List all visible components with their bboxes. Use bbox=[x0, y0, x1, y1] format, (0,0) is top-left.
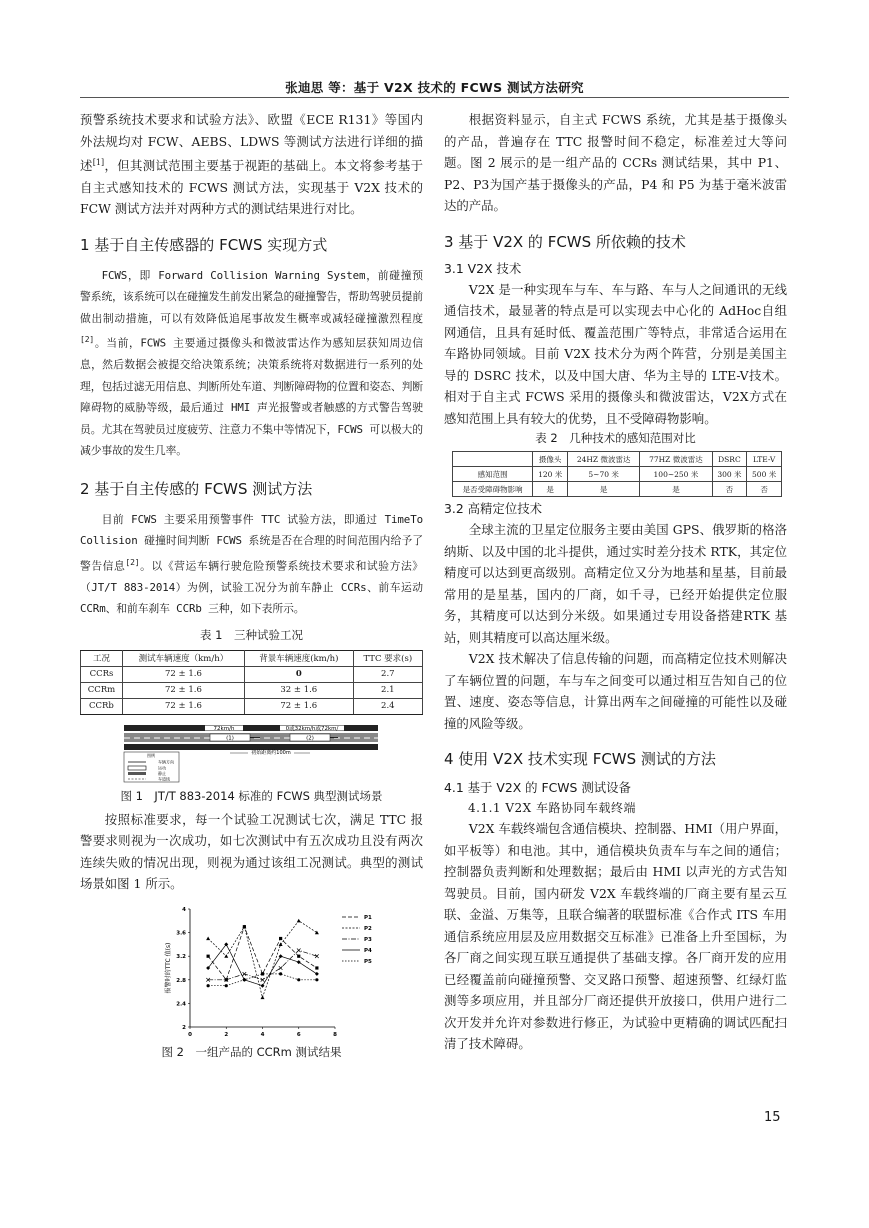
running-title: 张迪思 等：基于 V2X 技术的 FCWS 测试方法研究 bbox=[285, 80, 584, 95]
table-2-caption: 表 2 几种技术的感知范围对比 bbox=[535, 431, 696, 445]
section-4-1-1-paragraph: V2X 车载终端包含通信模块、控制器、HMI（用户界面，如平板等）和电池。其中，通信模块负责车与车之间的通信；控制器负责判断和处理数据；最后由 HMI 以声光的方式告知驾驶员。目前，国内研发 V2X 车载终端的厂商主要有星云互联、金溢、万集等，且联合编著的联盟标准《合作式 ITS 车用通信系统应用层及应用数据交互标准》已准备上升至国标，为各厂商之间实现互联互通提供了基础支撑。各厂商开发的应用已经覆盖前向碰撞预警、交叉路口预警、超速预警、红绿灯监测等多项应用，并且部分厂商还提供开放接口，供用户进行二次开发并允许对参数进行修正，为试验中更精确的调试匹配扫清了技术障碍。 bbox=[444, 821, 788, 1051]
section-2-paragraph-1: 目前 FCWS 主要采用预警事件 TTC 试验方法，即通过 TimeTo Collision 碰撞时间判断 FCWS 系统是否在合理的时间范围内给予了警告信息[2]。以《营运车辆行驶危险预警系统技术要求和试验方法》（JT/T 883-2014）为例，试验工况分为前车静止 CCRs、前车运动 CCRm、和前车刹车 CCRb 三种，如下表所示。 bbox=[80, 512, 424, 616]
data-point bbox=[261, 978, 265, 982]
header-rule bbox=[80, 97, 789, 98]
car-a-label: (1) bbox=[226, 735, 234, 742]
y-tick-label: 2.4 bbox=[176, 1001, 186, 1008]
data-point bbox=[297, 978, 300, 981]
data-point bbox=[224, 954, 228, 958]
data-point bbox=[297, 960, 301, 964]
legend-lane: 车道线 bbox=[158, 776, 170, 782]
data-point bbox=[297, 919, 301, 923]
section-1-paragraph: FCWS，即 Forward Collision Warning System，前碰撞预警系统，该系统可以在碰撞发生前发出紧急的碰撞警告，帮助驾驶员提前做出制动措施，可以有效降低追尾事故发生概率或减轻碰撞激烈程度[2]。当前，FCWS 主要通过摄像头和微波雷达作为感知层获知周边信息，然后数据会被提交给决策系统；决策系统将对数据进行一系列的处理，包括过滤无用信息、判断所处车道、判断障碍物的位置和姿态、判断障碍物的威胁等级，最后通过 HMI 声光报警或者触感的方式警告驾驶员。尤其在驾驶员过度疲劳、注意力不集中等情况下，FCWS 可以极大的减少事故的发生几率。 bbox=[80, 268, 423, 458]
left-column bbox=[80, 109, 423, 1061]
table-row: CCRb 72 ± 1.6 72 ± 1.6 2.4 bbox=[81, 698, 423, 714]
data-point bbox=[315, 966, 318, 969]
table-1-header: 工况 bbox=[81, 650, 123, 666]
data-point bbox=[261, 972, 264, 975]
legend-title: 图例 bbox=[147, 752, 155, 758]
data-point bbox=[297, 948, 301, 952]
data-point bbox=[315, 978, 318, 981]
section-3-title: 3 基于 V2X 的 FCWS 所依赖的技术 bbox=[444, 232, 686, 251]
data-point bbox=[261, 995, 265, 999]
figure-1-scenario-diagram bbox=[80, 723, 423, 783]
data-point bbox=[225, 984, 228, 987]
data-point bbox=[279, 972, 282, 975]
table-1-header: TTC 要求(s) bbox=[353, 650, 422, 666]
section-3-1-title: 3.1 V2X 技术 bbox=[444, 260, 522, 276]
section-3-2-paragraph-2: V2X 技术解决了信息传输的问题，而高精定位技术则解决了车辆位置的问题，车与车之间变可以通过相互告知自己的位置、速度、姿态等信息，计算出两车之间碰撞的可能性以及碰撞的风险等级。 bbox=[444, 651, 788, 731]
table-2: 摄像头 24HZ 微波雷达 77HZ 微波雷达 DSRC LTE-V 感知范围 120 米 5~70 米 100~250 米 300 米 500 米 是否受障碍物影响 是 是 是 否 否 bbox=[452, 451, 782, 497]
section-3-2-title: 3.2 高精定位技术 bbox=[444, 501, 542, 516]
data-point bbox=[315, 930, 319, 934]
section-4-1-title: 4.1 基于 V2X 的 FCWS 测试设备 bbox=[444, 780, 631, 795]
figure-2-caption: 图 2 一组产品的 CCRm 测试结果 bbox=[161, 1044, 342, 1059]
data-point bbox=[297, 954, 300, 957]
speed-a-label: 72km/h bbox=[213, 725, 235, 732]
x-tick-label: 2 bbox=[224, 1031, 229, 1038]
x-tick-label: 0 bbox=[188, 1031, 192, 1038]
data-point bbox=[279, 942, 283, 946]
section-2-paragraph-2: 按照标准要求，每一个试验工况测试七次，满足 TTC 报警要求则视为一次成功，如七次测试中有五次成功且没有两次连续失败的情况出现，则视为通过该组工况测试。典型的测试场景如图 1 所示。 bbox=[80, 811, 424, 892]
y-tick-label: 3.6 bbox=[176, 930, 186, 937]
series-line-p1 bbox=[208, 927, 317, 980]
table-1 bbox=[80, 650, 423, 715]
legend-label-p5: P5 bbox=[364, 958, 372, 965]
y-tick-label: 4 bbox=[182, 906, 186, 913]
section-3-2-paragraph-1: 全球主流的卫星定位服务主要由美国 GPS、俄罗斯的格洛纳斯、以及中国的北斗提供，通过实时差分技术 RTK，其定位精度可以达到更高级别。高精定位又分为地基和星基，目前最常用的是星基，国内的厂商，如千寻，已经开始提供定位服务，其精度可以达到分米级。如果通过专用设备搭建RTK 基站，则其精度可以高达厘米级。 bbox=[444, 522, 788, 645]
data-point bbox=[206, 936, 210, 940]
table-1-caption: 表 1 三种试验工况 bbox=[200, 627, 303, 642]
y-axis-label: 报警时的TTC 值(s) bbox=[165, 942, 172, 994]
x-tick-label: 6 bbox=[296, 1031, 301, 1038]
distance-label: 初始距离约100m bbox=[251, 750, 291, 757]
table-row: 是否受障碍物影响 是 是 是 否 否 bbox=[453, 482, 782, 497]
legend-direction: 车辆方向 bbox=[158, 759, 174, 765]
speed-b-label: 0或32km/h或72km/ bbox=[285, 725, 339, 732]
legend-label-p2: P2 bbox=[364, 925, 372, 932]
x-tick-label: 4 bbox=[260, 1031, 265, 1038]
right-top-paragraph: 根据资料显示，自主式 FCWS 系统，尤其是基于摄像头的产品，普遍存在 TTC 报警时间不稳定，标准差过大等问题。图 2 展示的是一组产品的 CCRs 测试结果，其中 P1、P2、P3为国产基于摄像头的产品，P4 和 P5 为基于毫米波雷达的产品。 bbox=[444, 112, 787, 213]
sec1-ref: [2] bbox=[80, 335, 95, 345]
section-4-1-1-title: 4.1.1 V2X 车路协同车载终端 bbox=[468, 801, 637, 815]
table-1-header: 背景车辆速度(km/h) bbox=[244, 650, 353, 666]
data-point bbox=[243, 978, 246, 981]
legend-label-p1: P1 bbox=[364, 914, 372, 921]
legend-moving: 运动 bbox=[158, 765, 166, 771]
x-tick-label: 8 bbox=[333, 1031, 337, 1038]
data-point bbox=[243, 972, 247, 976]
y-tick-label: 2.8 bbox=[176, 977, 186, 984]
figure-2-chart bbox=[80, 901, 423, 1041]
figure-1-caption: 图 1 JT/T 883-2014 标准的 FCWS 典型测试场景 bbox=[120, 788, 383, 803]
intro-paragraph: 预警系统技术要求和试验方法》、欧盟《ECE R131》等国内外法规均对 FCW、AEBS、LDWS 等测试方法进行详细的描述[1]，但其测试范围主要基于视距的基础上。本文将参考基于自主式感知技术的 FCWS 测试方法，实现基于 V2X 技术的 FCW 测试方法并对两种方式的测试结果进行对比。 bbox=[80, 112, 424, 217]
car-b-label: (2) bbox=[306, 735, 314, 742]
table-row: 感知范围 120 米 5~70 米 100~250 米 300 米 500 米 bbox=[453, 467, 782, 482]
y-tick-label: 2 bbox=[182, 1024, 186, 1031]
y-tick-label: 3.2 bbox=[176, 954, 186, 961]
intro-ref: [1] bbox=[92, 158, 105, 167]
table-1-header: 测试车辆速度（km/h） bbox=[122, 650, 244, 666]
sec2-ref: [2] bbox=[125, 557, 140, 567]
data-point bbox=[207, 984, 210, 987]
data-point bbox=[279, 966, 283, 970]
section-2-title: 2 基于自主传感的 FCWS 测试方法 bbox=[80, 479, 313, 498]
right-column bbox=[444, 109, 787, 1055]
data-point bbox=[315, 954, 319, 958]
data-point bbox=[315, 972, 319, 976]
section-3-1-paragraph: V2X 是一种实现车与车、车与路、车与人之间通讯的无线通信技术，最显著的特点是可以实现去中心化的 AdHoc自组网通信，且具有延时低、覆盖范围广等特点，非常适合运用在车路协同领域。目前 V2X 技术分为两个阵营，分别是美国主导的 DSRC 技术，以及中国大唐、华为主导的 LTE-V技术。相对于自主式 FCWS 采用的摄像头和微波雷达，V2X方式在感知范围上具有较大的优势，且不受障碍物影响。 bbox=[444, 281, 788, 426]
table-row: CCRm 72 ± 1.6 32 ± 1.6 2.1 bbox=[81, 682, 423, 698]
data-point bbox=[207, 954, 210, 957]
table-row: CCRs 72 ± 1.6 0 2.7 bbox=[81, 666, 423, 682]
legend-label-p4: P4 bbox=[364, 947, 372, 954]
data-point bbox=[279, 937, 282, 940]
data-point bbox=[279, 954, 283, 958]
page-number: 15 bbox=[764, 1110, 781, 1125]
section-4-title: 4 使用 V2X 技术实现 FCWS 测试的方法 bbox=[444, 750, 716, 768]
legend-static: 静止 bbox=[158, 770, 166, 776]
section-1-title: 1 基于自主传感器的 FCWS 实现方式 bbox=[80, 235, 328, 254]
data-point bbox=[261, 984, 265, 988]
legend-label-p3: P3 bbox=[364, 936, 372, 943]
